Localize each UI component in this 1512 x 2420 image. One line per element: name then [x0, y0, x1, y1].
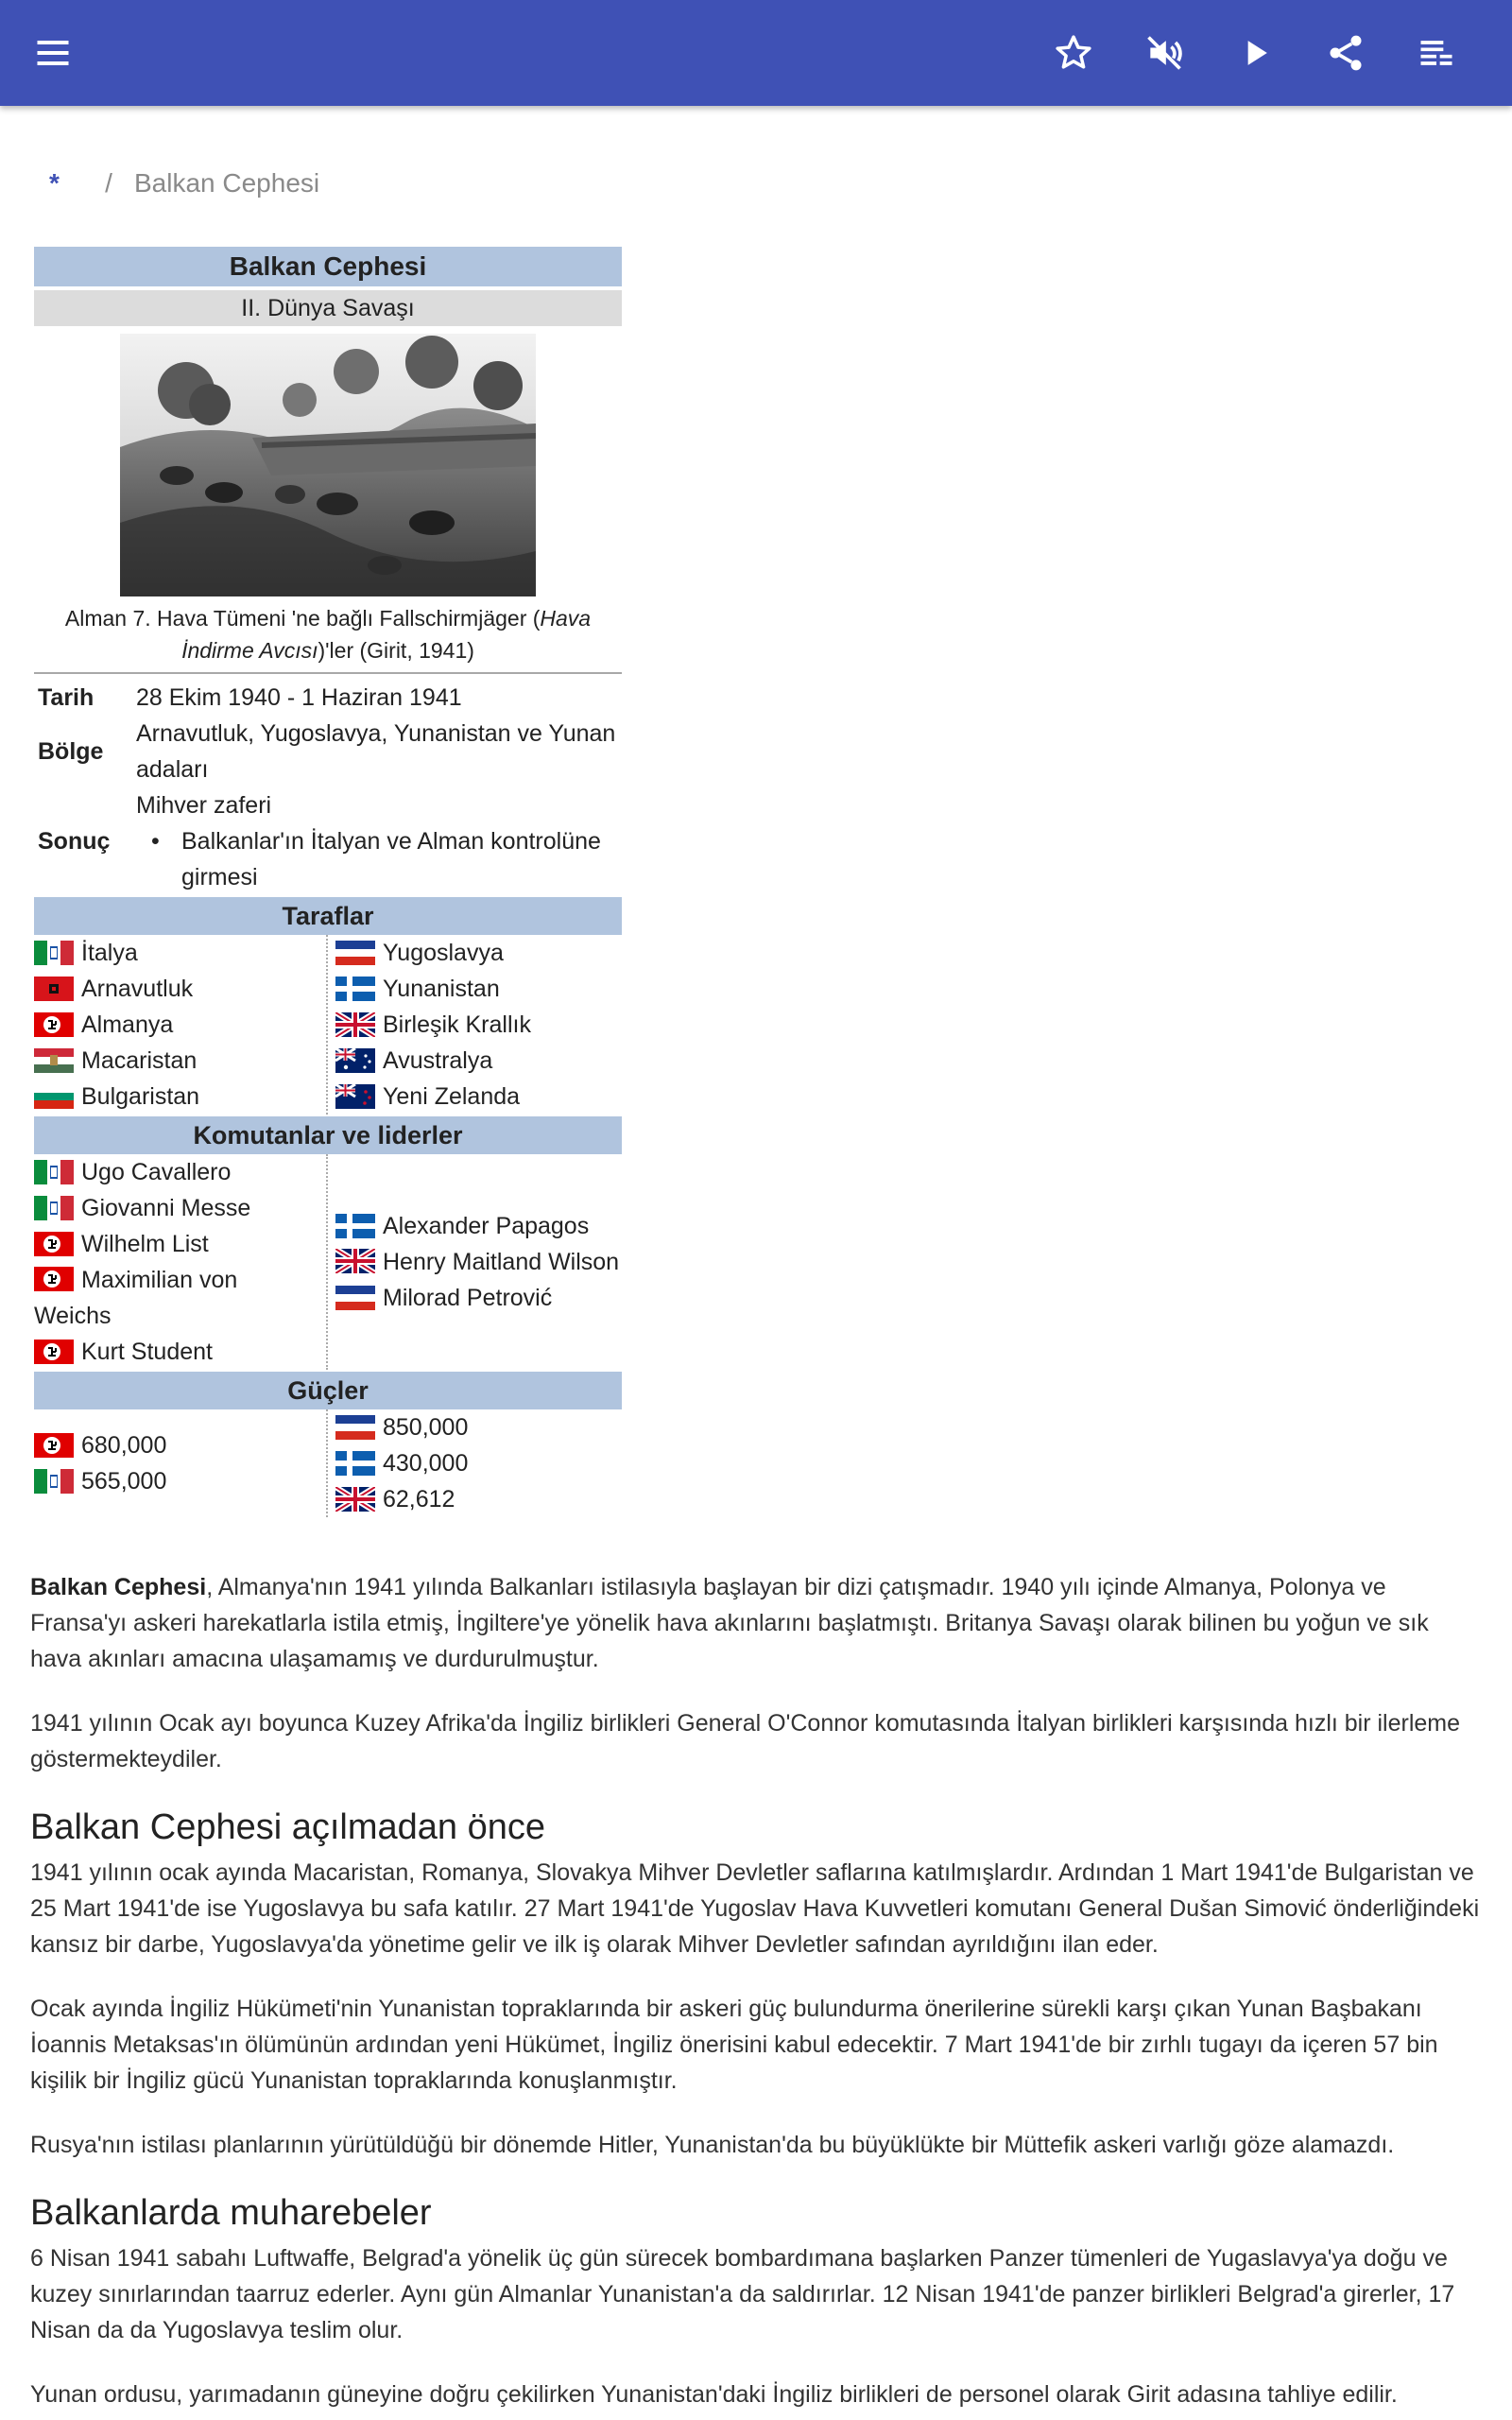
commander-item[interactable] [34, 1262, 320, 1334]
italy-flag-icon [34, 941, 74, 965]
menu-icon [32, 32, 74, 74]
albania-flag-icon [34, 977, 74, 1001]
intro-paragraph [30, 1569, 1486, 1677]
paragraph: Yunan ordusu, yarımadanın güneyine doğru çekilirken Yunanistan'daki İngiliz birlikleri de personel olarak Girit adasına tahliye edilir. [30, 2381, 1398, 2408]
yugoslavia-flag-icon [335, 1286, 375, 1310]
commander-name: Henry Maitland Wilson [383, 1249, 620, 1275]
mute-button[interactable] [1134, 23, 1194, 83]
strength-value: 565,000 [81, 1468, 167, 1495]
germany-flag-icon [34, 1433, 74, 1458]
section-heading: Balkan Cephesi açılmadan önce [30, 1807, 546, 1847]
share-button[interactable] [1315, 23, 1376, 83]
commander-name: Ugo Cavallero [81, 1159, 232, 1185]
caption-text: Alman 7. Hava Tümeni 'ne bağlı Fallschirmjäger ( [64, 606, 541, 631]
article-body [30, 1569, 1486, 2420]
commander-name: Giovanni Messe [81, 1195, 251, 1221]
belligerent-item[interactable] [34, 971, 320, 1007]
row-value: 28 Ekim 1940 - 1 Haziran 1941 [136, 684, 462, 711]
belligerent-name: Birleşik Krallık [383, 1011, 531, 1038]
strength-value: 850,000 [383, 1414, 469, 1441]
komutanlar-columns [34, 1154, 622, 1370]
divider [34, 672, 622, 674]
commander-item[interactable] [34, 1334, 320, 1370]
commander-name: Wilhelm List [81, 1231, 209, 1257]
breadcrumb [49, 168, 319, 199]
belligerent-item[interactable] [335, 971, 622, 1007]
belligerent-item[interactable] [34, 1007, 320, 1043]
infobox [34, 247, 622, 1517]
gucler-columns [34, 1409, 622, 1517]
intro-text: , Almanya'nın 1941 yılında Balkanları istilasıyla başlayan bir dizi çatışmadır. 1940 yılı içinde Almanya, Polonya ve Fransa'yı askeri harekatlarla istila etmiş, İngiltere'ye yönelik hava akınlarını başlatmıştı. Britanya Savaşı olarak bilinen bu yoğun ve sık hava akınları amacına ulaşamamış ve durdurulmuştur. [30, 1574, 1429, 1672]
strength-item [34, 1427, 320, 1463]
allied-commanders [328, 1154, 622, 1370]
volume-off-icon [1143, 32, 1185, 74]
axis-strength [34, 1409, 328, 1517]
italy-flag-icon [34, 1196, 74, 1220]
allied-strength [328, 1409, 622, 1517]
belligerent-item[interactable] [335, 935, 622, 971]
belligerent-item[interactable] [335, 1007, 622, 1043]
infobox-title: Balkan Cephesi [34, 247, 622, 286]
contents-button[interactable] [1406, 23, 1467, 83]
belligerent-name: Almanya [81, 1011, 174, 1038]
infobox-caption [34, 596, 622, 670]
commander-item[interactable] [34, 1190, 320, 1226]
strength-item [335, 1481, 622, 1517]
belligerent-name: Arnavutluk [81, 976, 194, 1002]
row-tarih [34, 680, 622, 716]
row-label: Tarih [38, 683, 94, 711]
yugoslavia-flag-icon [335, 1415, 375, 1440]
greece-flag-icon [335, 1451, 375, 1476]
row-bolge [34, 716, 622, 787]
commander-item[interactable] [34, 1226, 320, 1262]
result-text: Mihver zaferi [136, 792, 272, 819]
paragraph: 6 Nisan 1941 sabahı Luftwaffe, Belgrad'a yönelik üç gün sürecek bombardımana başlarken Panzer tümenleri de Yugaslavya'ya doğu ve kuzey sınırlarından taarruz ederler. Aynı gün Almanlar Yunanistan'a da saldırırlar. 12 Nisan 1941'de panzer birlikleri Belgrad'a girerler, 17 Nisan da da Yugoslavya teslim olur. [30, 2245, 1455, 2343]
row-value [136, 787, 622, 895]
bookmark-button[interactable] [1043, 23, 1104, 83]
strength-item [335, 1445, 622, 1481]
section-komutanlar: Komutanlar ve liderler [34, 1116, 622, 1154]
belligerent-item[interactable] [335, 1079, 622, 1115]
bulgaria-flag-icon [34, 1084, 74, 1109]
strength-value: 680,000 [81, 1432, 167, 1459]
commander-name: Maximilian von Weichs [34, 1267, 238, 1329]
row-sonuc [34, 787, 622, 895]
germany-flag-icon [34, 1340, 74, 1364]
breadcrumb-current: Balkan Cephesi [134, 168, 320, 198]
commander-item[interactable] [34, 1154, 320, 1190]
germany-flag-icon [34, 1232, 74, 1256]
breadcrumb-home-link[interactable]: * [49, 168, 60, 198]
commander-item[interactable] [335, 1280, 622, 1316]
star-outline-icon [1053, 32, 1094, 74]
belligerent-name: Bulgaristan [81, 1083, 200, 1110]
result-bullet: • Balkanlar'ın İtalyan ve Alman kontrolüne girmesi [151, 823, 622, 895]
belligerent-item[interactable] [34, 1079, 320, 1115]
germany-flag-icon [34, 1012, 74, 1037]
belligerent-name: Macaristan [81, 1047, 198, 1074]
infobox-photo[interactable] [120, 334, 536, 596]
italy-flag-icon [34, 1160, 74, 1184]
breadcrumb-separator: / [105, 168, 112, 198]
play-button[interactable] [1225, 23, 1285, 83]
belligerent-item[interactable] [34, 935, 320, 971]
axis-column [34, 935, 328, 1115]
strength-value: 430,000 [383, 1450, 469, 1477]
paragraph: Ocak ayında İngiliz Hükümeti'nin Yunanistan topraklarında bir askeri güç bulundurma önerilerine sürekli karşı çıkan Yunan Başbakanı İoannis Metaksas'ın ölümünün ardından yeni Hükümet, İngiliz önerisini kabul edecektir. 7 Mart 1941'de bir zırhlı tugayı da içeren 57 bin kişilik bir İngiliz gücü Yunanistan topraklarında konuşlanmıştır. [30, 1996, 1438, 2094]
greece-flag-icon [335, 1214, 375, 1238]
hungary-flag-icon [34, 1048, 74, 1073]
commander-name: Alexander Papagos [383, 1213, 590, 1239]
section-heading: Balkanlarda muharebeler [30, 2193, 432, 2233]
row-label: Bölge [38, 737, 104, 765]
belligerent-name: İtalya [81, 940, 138, 966]
section-taraflar: Taraflar [34, 897, 622, 935]
commander-name: Milorad Petrović [383, 1285, 553, 1311]
belligerent-name: Yugoslavya [383, 940, 504, 966]
share-icon [1325, 32, 1366, 74]
belligerent-item[interactable] [34, 1043, 320, 1079]
paragraph: 1941 yılının ocak ayında Macaristan, Romanya, Slovakya Mihver Devletler saflarına katılmışlardır. Ardından 1 Mart 1941'de Bulgaristan ve 25 Mart 1941'de ise Yugoslavya bu safa katılır. 27 Mart 1941'de Yugoslav Hava Kuvvetleri komutanı General Dušan Simović önderliğindeki kansız bir darbe, Yugoslavya'da yönetime gelir ve ilk iş olarak Mihver Devletler safından ayrıldığını ilan eder. [30, 1859, 1480, 1958]
strength-item [335, 1409, 622, 1445]
commander-item[interactable] [335, 1244, 622, 1280]
italy-flag-icon [34, 1469, 74, 1494]
caption-suffix: )'ler (Girit, 1941) [318, 638, 474, 663]
commander-name: Kurt Student [81, 1339, 213, 1365]
strength-value: 62,612 [383, 1486, 455, 1512]
uk-flag-icon [335, 1012, 375, 1037]
commander-item[interactable] [335, 1208, 622, 1244]
strength-item [34, 1463, 320, 1499]
allies-column [328, 935, 622, 1115]
section-gucler: Güçler [34, 1372, 622, 1409]
paragraph: Rusya'nın istilası planlarının yürütüldüğü bir dönemde Hitler, Yunanistan'da bu büyüklükte bir Müttefik askeri varlığı göze alamazdı. [30, 2132, 1395, 2158]
caption-italic: Hava İndirme Avcısı [181, 606, 592, 663]
greece-flag-icon [335, 977, 375, 1001]
app-bar [0, 0, 1512, 106]
row-value[interactable]: Arnavutluk, Yugoslavya, Yunanistan ve Yunan adaları [136, 720, 616, 783]
australia-flag-icon [335, 1048, 375, 1073]
infobox-subtitle[interactable]: II. Dünya Savaşı [34, 290, 622, 326]
belligerent-item[interactable] [335, 1043, 622, 1079]
uk-flag-icon [335, 1249, 375, 1273]
germany-flag-icon [34, 1267, 74, 1291]
belligerent-name: Avustralya [383, 1047, 493, 1074]
yugoslavia-flag-icon [335, 941, 375, 965]
playlist-icon [1416, 32, 1457, 74]
axis-commanders [34, 1154, 328, 1370]
intro-bold-term: Balkan Cephesi [30, 1574, 207, 1600]
paragraph: 1941 yılının Ocak ayı boyunca Kuzey Afrika'da İngiliz birlikleri General O'Connor komutasında İtalyan birlikleri karşısında hızlı bir ilerleme göstermekteydiler. [30, 1710, 1461, 1772]
belligerent-name: Yeni Zelanda [383, 1083, 521, 1110]
result-list [136, 823, 622, 895]
uk-flag-icon [335, 1487, 375, 1512]
new-zealand-flag-icon [335, 1084, 375, 1109]
row-label: Sonuç [38, 827, 111, 855]
play-icon [1234, 32, 1276, 74]
belligerent-name: Yunanistan [383, 976, 500, 1002]
taraflar-columns [34, 935, 622, 1115]
menu-button[interactable] [23, 23, 83, 83]
